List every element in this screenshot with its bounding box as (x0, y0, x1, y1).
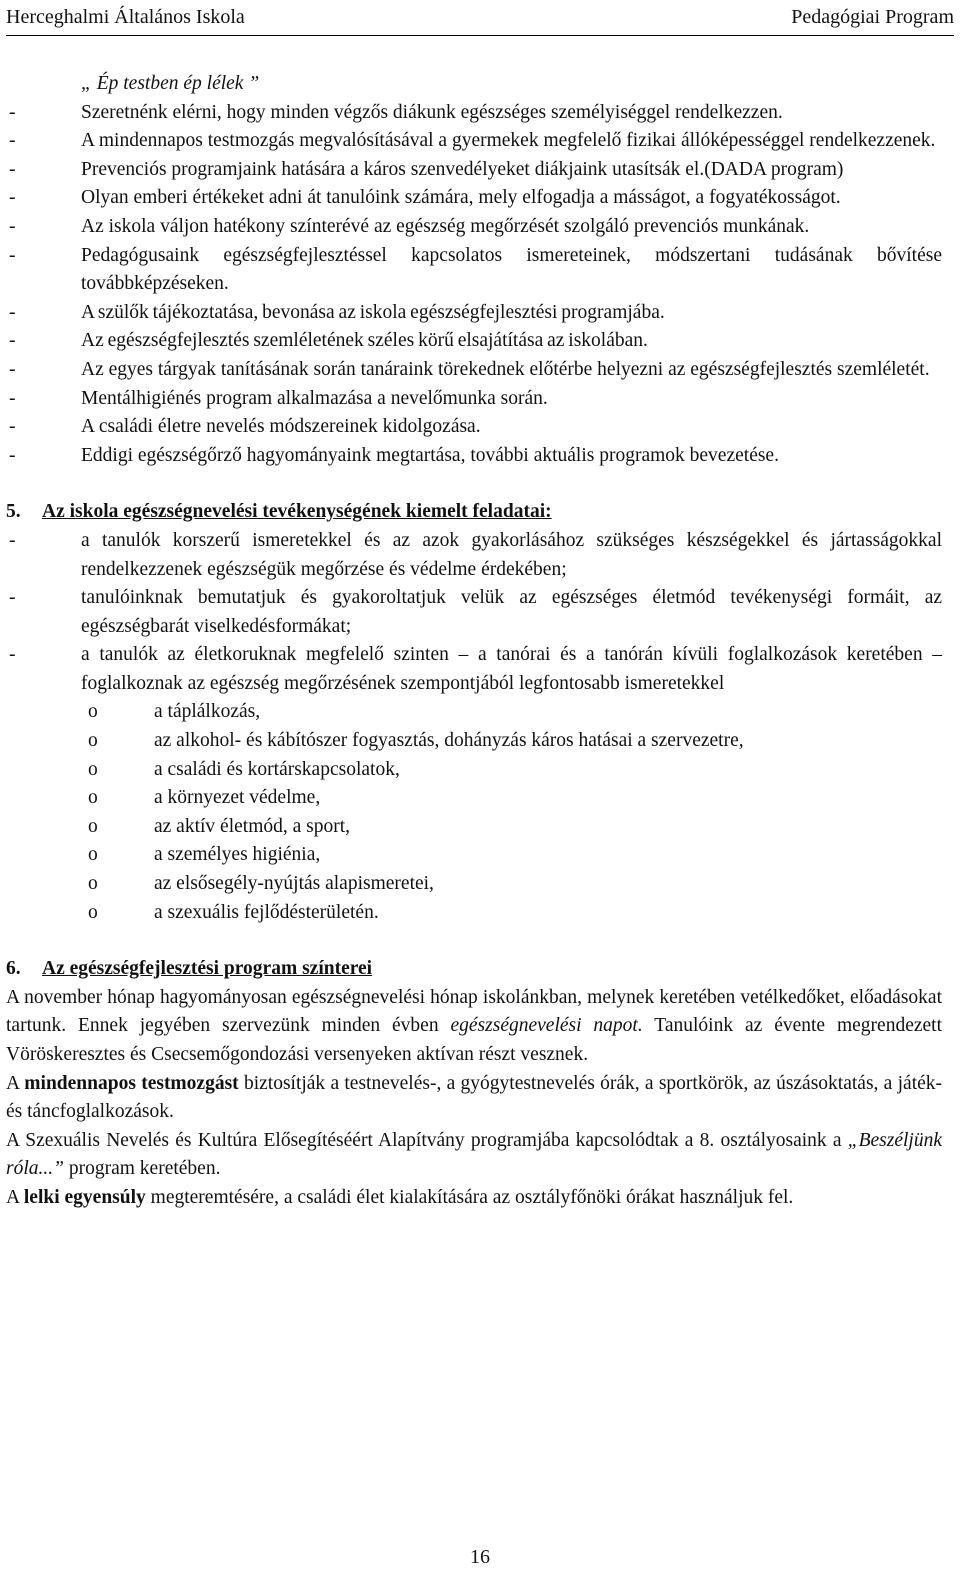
paragraph-daily-exercise (6, 1070, 942, 1127)
paragraph-emphasis: „Beszéljünk róla...” (6, 1129, 942, 1180)
spacer (6, 470, 942, 498)
sublist-item-text: az aktív életmód, a sport, (154, 815, 351, 837)
list-item-text: Szeretnénk elérni, hogy minden végzős diákunk egészséges személyiséggel rendelkezzen. (81, 101, 783, 123)
paragraph-text: Tanulóink az évente megrendezett Vöröskeresztes és Csecsemőgondozási versenyeken aktívan részt vesznek. (6, 1015, 943, 1065)
list-item (6, 356, 942, 385)
page-header (6, 3, 954, 36)
sublist-bullet: o (88, 815, 98, 837)
paragraph-text: program keretében. (63, 1158, 221, 1180)
sublist-item-text: a személyes higiénia, (154, 844, 321, 866)
list-item-text: Az egészségfejlesztés szemléletének széles körű elsajátítása az iskolában. (81, 330, 648, 352)
list-item (6, 127, 942, 156)
sublist-item (6, 784, 942, 813)
list-dash: - (9, 358, 16, 380)
list-item (6, 299, 942, 328)
paragraph-text: A Szexuális Nevelés és Kultúra Elősegítéséért Alapítvány programjába kapcsolódtak a 8. osztályosaink a (6, 1129, 848, 1151)
list-item (6, 242, 942, 299)
list-item-text: a tanulók az életkoruknak megfelelő szinten – a tanórai és a tanórán kívüli foglalkozások keretében – foglalkoznak az egészség megőrzésének szempontjából legfontosabb ismeretekkel (81, 644, 942, 694)
list-dash: - (9, 529, 16, 551)
list-item-text: Eddigi egészségőrző hagyományaink megtartása, további aktuális programok bevezetése. (81, 444, 779, 466)
list-item (6, 641, 942, 698)
sublist-item (6, 727, 942, 756)
sublist-item (6, 698, 942, 727)
list-item (6, 156, 942, 185)
tasks-list (6, 527, 942, 699)
list-item (6, 184, 942, 213)
topics-sublist (6, 698, 942, 927)
list-item (6, 413, 942, 442)
paragraph-strong: mindennapos testmozgást (24, 1072, 239, 1094)
page-number: 16 (470, 1546, 490, 1568)
list-dash: - (9, 158, 16, 180)
list-dash: - (9, 387, 16, 409)
header-document-title: Pedagógiai Program (791, 6, 954, 28)
list-dash: - (9, 644, 16, 666)
list-item-text: Olyan emberi értékeket adni át tanulóink számára, mely elfogadja a másságot, a fogyatékosságot. (81, 187, 841, 209)
sublist-bullet: o (88, 758, 98, 780)
list-item-text: Az iskola váljon hatékony színterévé az egészség megőrzését szolgáló prevenciós munkának. (81, 215, 810, 237)
sublist-item-text: a családi és kortárskapcsolatok, (154, 758, 400, 780)
list-item-text: tanulóinknak bemutatjuk és gyakoroltatjuk velük az egészséges életmód tevékenységi formáit, az egészségbarát viselkedésformákat; (81, 587, 942, 637)
sublist-item-text: az elsősegély-nyújtás alapismeretei, (154, 873, 434, 895)
paragraph-strong: lelki egyensúly (23, 1186, 146, 1208)
sublist-item (6, 870, 942, 899)
sublist-item-text: a táplálkozás, (154, 701, 261, 723)
list-dash: - (9, 416, 16, 438)
list-dash: - (9, 187, 16, 209)
goals-list (6, 99, 942, 471)
list-item-text: Prevenciós programjaink hatására a káros szenvedélyeket diákjaink utasítsák el.(DADA program) (81, 158, 844, 180)
list-dash: - (9, 244, 16, 266)
list-item-text: Az egyes tárgyak tanításának során tanáraink törekednek előtérbe helyezni az egészségfejlesztés szemléletét. (81, 358, 930, 380)
list-dash: - (9, 301, 16, 323)
sublist-bullet: o (88, 787, 98, 809)
section-5-heading (6, 498, 942, 527)
page-content (6, 70, 942, 1213)
list-item-text: A családi életre nevelés módszereinek kidolgozása. (81, 416, 481, 438)
list-dash: - (9, 215, 16, 237)
motto: „ Ép testben ép lélek ” (81, 73, 260, 94)
section-title: Az egészségfejlesztési program színterei (42, 958, 373, 980)
list-item-text: A szülők tájékoztatása, bevonása az iskola egészségfejlesztési programjába. (81, 301, 665, 323)
list-item (6, 99, 942, 128)
paragraph-emphasis: egészségnevelési napot. (450, 1015, 643, 1037)
list-dash: - (9, 587, 16, 609)
list-dash: - (9, 101, 16, 123)
sublist-item (6, 841, 942, 870)
paragraph-text: biztosítják a testnevelés-, a gyógytestnevelés órák, a sportkörök, az úszásoktatás, a játék- és táncfoglalkozások. (6, 1072, 943, 1123)
sublist-bullet: o (88, 730, 98, 752)
list-item-text: Pedagógusaink egészségfejlesztéssel kapcsolatos ismereteinek, módszertani tudásának bővítése továbbképzéseken. (81, 244, 942, 295)
sublist-bullet: o (88, 844, 98, 866)
paragraph-text: A (6, 1186, 24, 1208)
list-dash: - (9, 330, 16, 352)
paragraph-text: A (6, 1072, 25, 1094)
list-item (6, 584, 942, 641)
paragraph-text: A november hónap hagyományosan egészségnevelési hónap iskolánkban, melynek keretében vetélkedőket, előadásokat tartunk. Ennek jegyében szervezünk minden évben (6, 986, 942, 1037)
sublist-item (6, 813, 942, 842)
section-title: Az iskola egészségnevelési tevékenységének kiemelt feladatai: (42, 501, 552, 523)
paragraph-foundation (6, 1127, 942, 1184)
list-item (6, 442, 942, 471)
list-dash: - (9, 130, 16, 152)
paragraph-text: megteremtésére, a családi élet kialakítására az osztályfőnöki órákat használjuk fel. (145, 1186, 794, 1208)
list-item-text: A mindennapos testmozgás megvalósításával a gyermekek megfelelő fizikai állóképességgel rendelkezzenek. (81, 130, 936, 152)
section-6-heading (6, 955, 942, 984)
section-number: 5. (6, 501, 21, 523)
paragraph-mental-balance (6, 1184, 942, 1213)
sublist-item-text: a környezet védelme, (154, 787, 321, 809)
sublist-bullet: o (88, 901, 98, 923)
list-item (6, 385, 942, 414)
list-item (6, 527, 942, 584)
list-item (6, 327, 942, 356)
spacer (6, 927, 942, 955)
sublist-bullet: o (88, 873, 98, 895)
sublist-item-text: az alkohol- és kábítószer fogyasztás, dohányzás káros hatásai a szervezetre, (154, 730, 744, 752)
list-item (6, 213, 942, 242)
header-school-name: Herceghalmi Általános Iskola (6, 6, 245, 28)
sublist-item (6, 756, 942, 785)
paragraph-november (6, 984, 942, 1070)
sublist-item-text: a szexuális fejlődésterületén. (154, 901, 379, 923)
sublist-item (6, 899, 942, 928)
list-item-text: Mentálhigiénés program alkalmazása a nevelőmunka során. (81, 387, 548, 409)
section-number: 6. (6, 958, 21, 980)
list-item-text: a tanulók korszerű ismeretekkel és az azok gyakorlásához szükséges készségekkel és jártasságokkal rendelkezzenek egészségük megőrzése és védelme érdekében; (81, 529, 942, 580)
list-dash: - (9, 444, 16, 466)
sublist-bullet: o (88, 701, 98, 723)
